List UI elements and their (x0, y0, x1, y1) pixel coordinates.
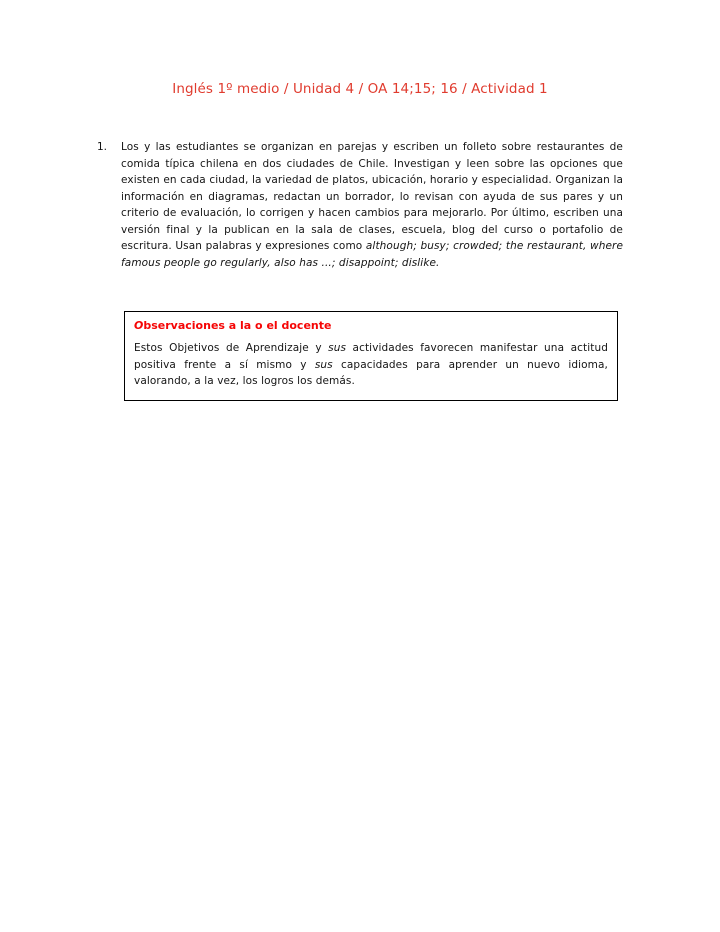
activity-item-1 (97, 139, 623, 271)
teacher-note-heading-initial: O (134, 319, 144, 332)
teacher-note-text-3: capacidades para aprender un nuevo idioma, valorando, a la vez, los logros los demás. (134, 358, 608, 387)
teacher-note-body (134, 340, 608, 390)
teacher-note-box (124, 311, 618, 401)
activity-paragraph (121, 139, 623, 271)
teacher-note-italic-1: sus (328, 342, 347, 354)
activity-number: 1. (97, 141, 108, 153)
document-title: Inglés 1º medio / Unidad 4 / OA 14;15; 16 / Actividad 1 (172, 81, 548, 97)
activity-english-expressions: although; busy; crowded; the restaurant, where famous people go regularly, also has ...; disappoint; dislike. (121, 240, 624, 269)
teacher-note-italic-2: sus (314, 358, 333, 371)
teacher-note-heading (134, 319, 608, 333)
teacher-note-text-1: Estos Objetivos de Aprendizaje y (134, 342, 329, 354)
activity-text: Los y las estudiantes se organizan en parejas y escriben un folleto sobre restaurantes de comida típica chilena en dos ciudades de Chile. Investigan y leen sobre las opciones que existen en cada ciudad, la variedad de platos, ubicación, horario y especialidad. Organizan la información en diagramas, redactan un borrador, lo revisan con ayuda de sus pares y un criterio de evaluación, lo corrigen y hacen cambios para mejorarlo. Por último, escriben una versión final y la publican en la sala de clases, escuela, blog del curso o portafolio de escritura. Usan palabras y expresiones como (121, 141, 623, 252)
teacher-note-text-2: actividades favorecen manifestar una actitud positiva frente a sí mismo y (134, 342, 608, 371)
teacher-note-heading-rest: bservaciones a la o el docente (143, 319, 332, 332)
